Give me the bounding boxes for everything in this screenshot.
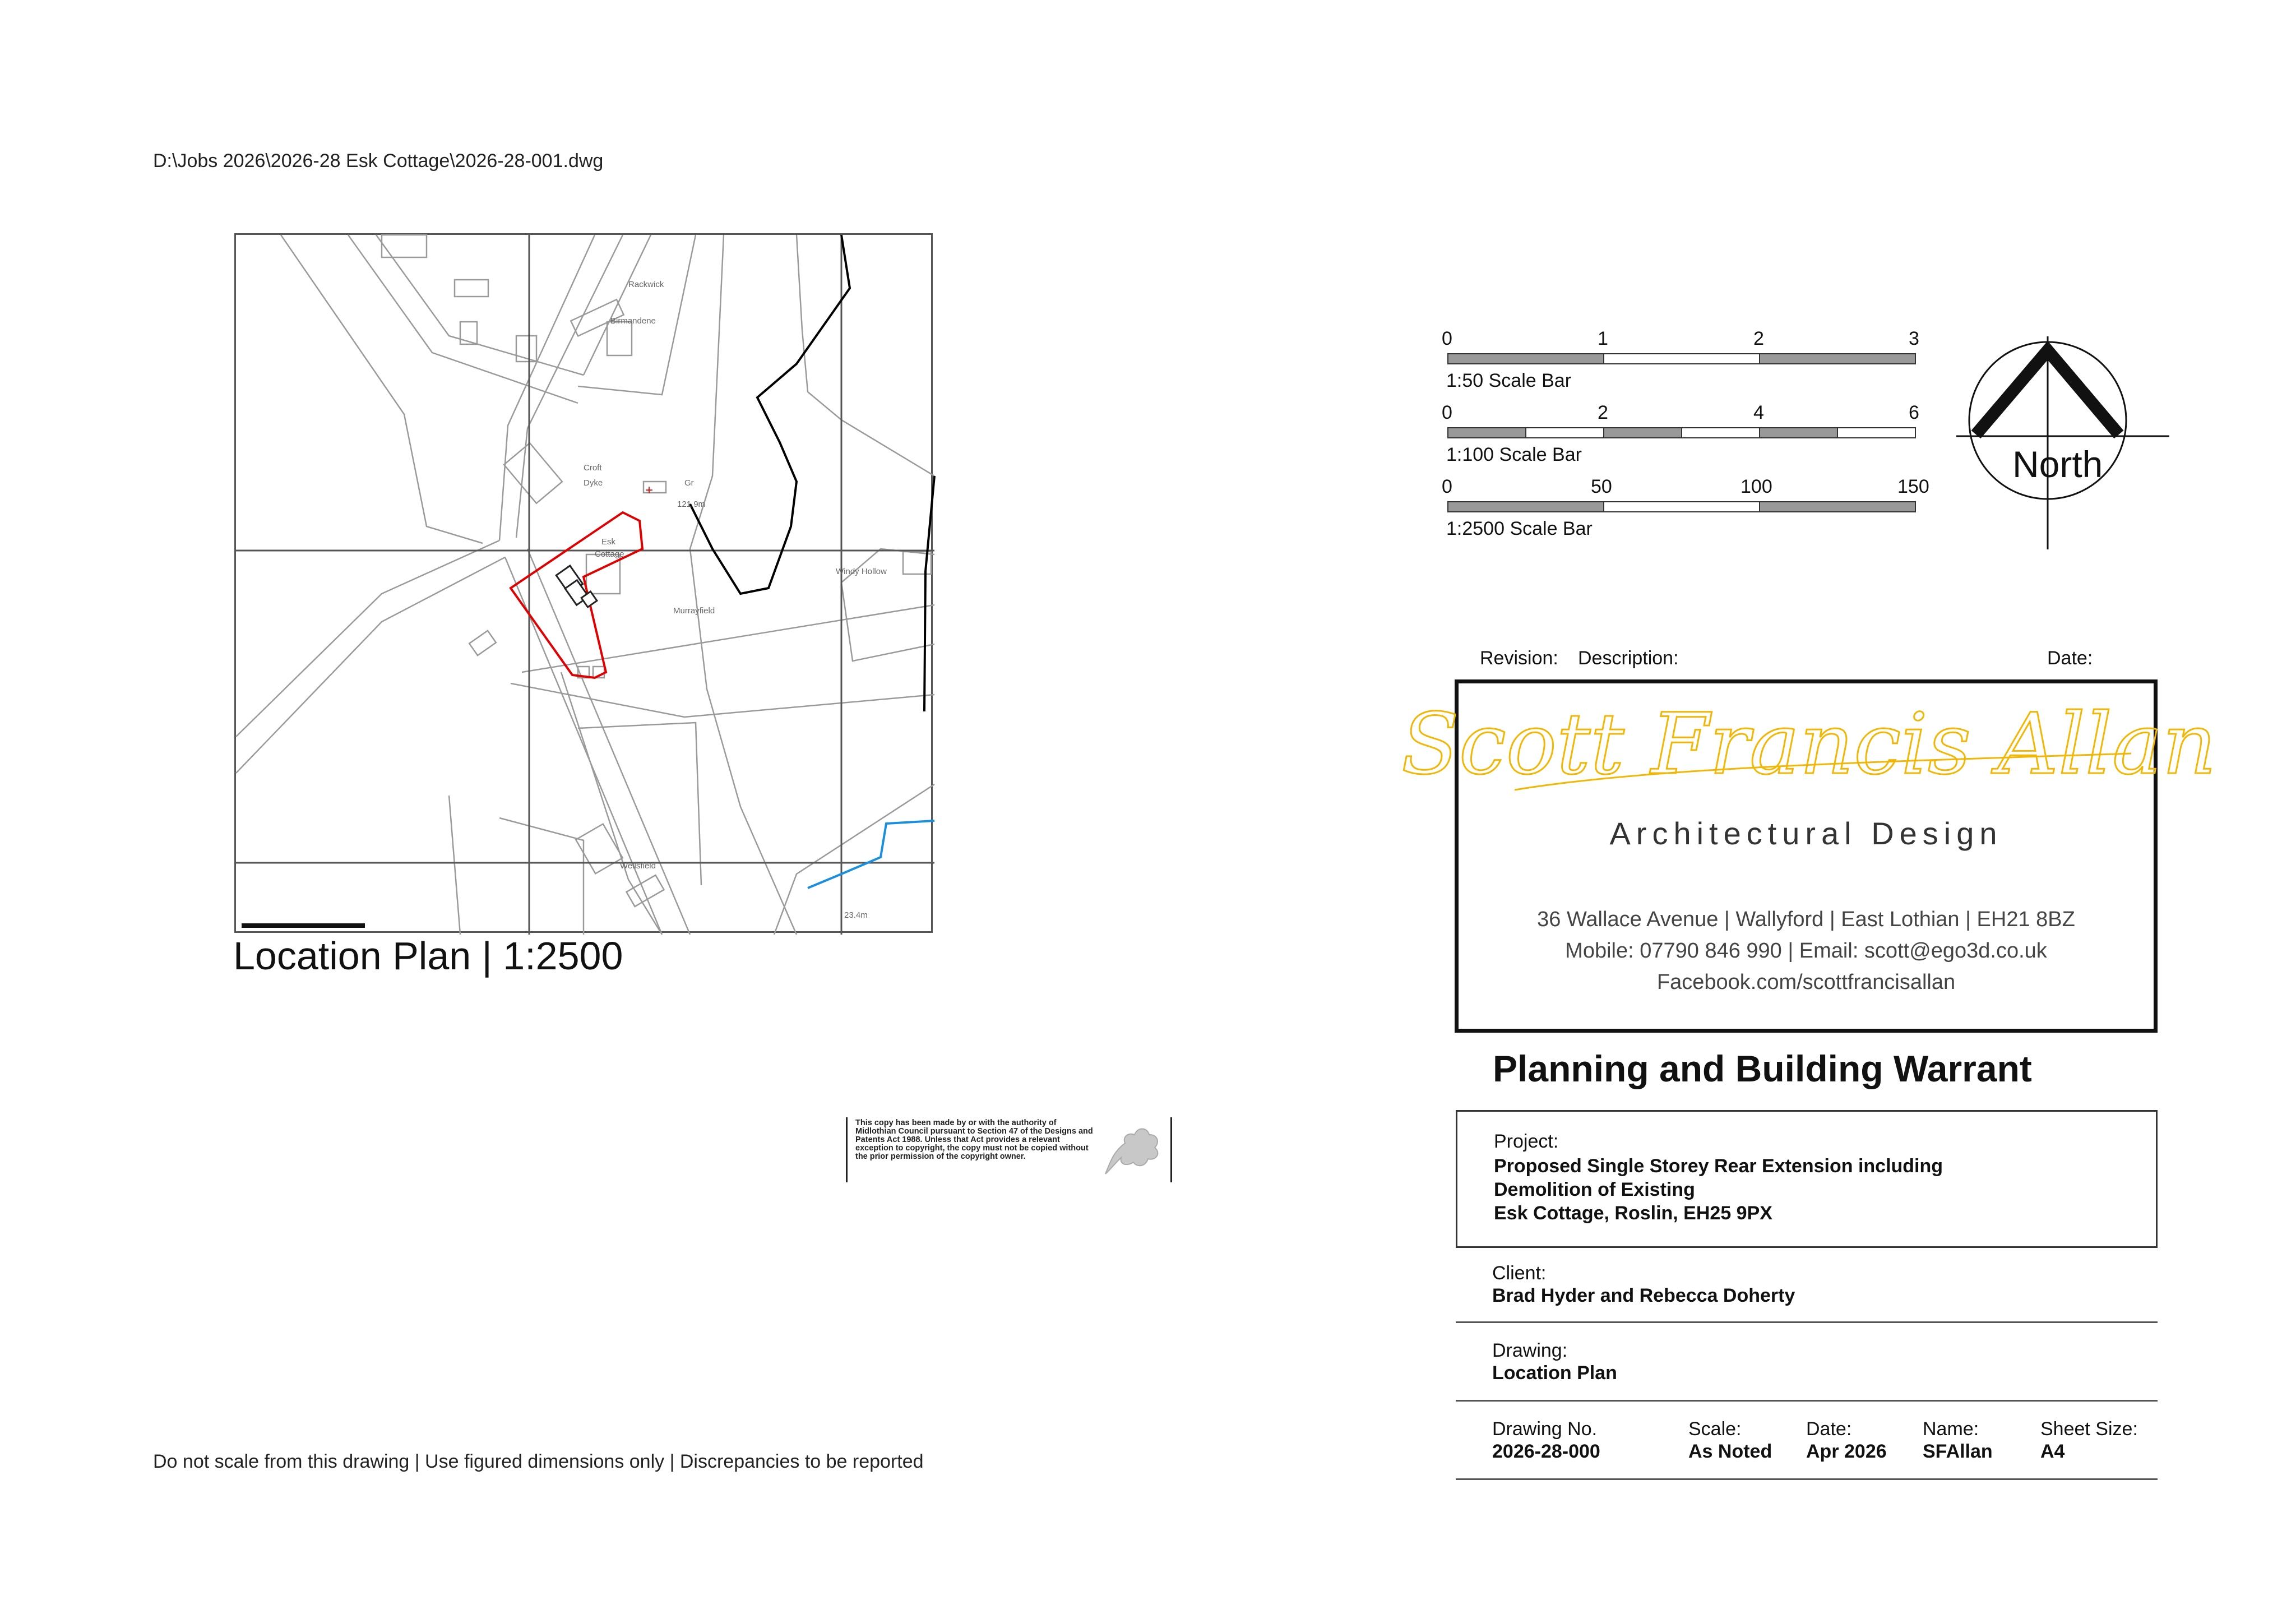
planning-title: Planning and Building Warrant [1493,1048,2032,1089]
sheet-size-value: A4 [2040,1441,2065,1462]
date-label: Date: [2047,648,2093,669]
drawing-value: Location Plan [1492,1362,1617,1384]
scale-value: As Noted [1688,1441,1772,1462]
scale-bar-graphic [1447,353,1916,364]
svg-text:+: + [645,483,654,498]
map-label-esk: Esk [601,537,616,547]
divider [1456,1400,2158,1402]
name-value: SFAllan [1923,1441,1993,1462]
map-label-windy-hollow: Windy Hollow [836,567,887,576]
scale-bar-label: 1:2500 Scale Bar [1446,518,1593,539]
file-path: D:\Jobs 2026\2026-28 Esk Cottage\2026-28-001.dwg [153,150,604,172]
project-line-3: Esk Cottage, Roslin, EH25 9PX [1494,1203,1772,1224]
scale-bar-label: 1:100 Scale Bar [1446,444,1582,465]
project-box [1456,1110,2158,1248]
oak-leaf-icon [1094,1121,1167,1179]
north-arrow [1956,325,2169,555]
logo-script-text: Scott Francis Allan [1401,696,2217,793]
north-arrow-icon [1956,325,2169,555]
footer-note: Do not scale from this drawing | Use figured dimensions only | Discrepancies to be reported [153,1451,924,1472]
description-label: Description: [1578,648,1679,669]
scale-tick: 2 [1598,402,1608,423]
scale-tick: 3 [1909,328,1919,349]
scale-bar-graphic [1447,427,1916,438]
map-label-murrayfield: Murrayfield [673,606,715,616]
map-label-rackwick: Rackwick [628,280,664,289]
client-label: Client: [1492,1263,1547,1284]
scale-tick: 50 [1591,476,1612,497]
copyright-text: This copy has been made by or with the authority of Midlothian Council pursuant to Section 47 of the Designs and Patents Act 1988. Unless that Act provides a relevant exception to copyright, the copy must not be copied without the prior permission of the copyright owner. [855,1118,1093,1161]
scale-tick: 0 [1442,402,1452,423]
map-label-cottage: Cottage [595,549,624,559]
map-label-croft: Croft [584,463,602,473]
contact-facebook: Facebook.com/scottfrancisallan [1656,970,1956,994]
scale-tick: 150 [1897,476,1929,497]
scale-tick: 4 [1753,402,1764,423]
project-line-1: Proposed Single Storey Rear Extension including [1494,1155,1943,1177]
client-value: Brad Hyder and Rebecca Doherty [1492,1285,1795,1306]
date-detail-value: Apr 2026 [1806,1441,1887,1462]
scale-label: Scale: [1688,1418,1742,1440]
north-label: North [2012,443,2103,485]
contact-phone-email: Mobile: 07790 846 990 | Email: scott@ego3d.co.uk [1565,939,2047,963]
logo-subtitle: Architectural Design [1609,816,2003,851]
revision-label: Revision: [1480,648,1558,669]
map-label-birmandene: Birmandene [610,316,656,326]
drawing-no-label: Drawing No. [1492,1418,1598,1440]
project-label: Project: [1494,1131,1559,1152]
project-line-2: Demolition of Existing [1494,1179,1695,1200]
copyright-notice [846,1117,1172,1182]
company-logo-box [1401,679,2217,1033]
drawing-label: Drawing: [1492,1340,1568,1361]
scale-tick: 0 [1442,328,1452,349]
divider [1456,1478,2158,1480]
scale-tick: 6 [1909,402,1919,423]
name-label: Name: [1923,1418,1979,1440]
map-title: Location Plan | 1:2500 [233,934,623,978]
map-label-wellsfield: Wellsfield [620,861,656,871]
scale-tick: 1 [1598,328,1608,349]
map-drawing [236,235,934,935]
scale-bar-graphic [1447,501,1916,512]
divider [1456,1321,2158,1323]
sheet-size-label: Sheet Size: [2040,1418,2138,1440]
map-label-spot-height-2: 23.4m [844,910,868,920]
contact-address: 36 Wallace Avenue | Wallyford | East Lothian | EH21 8BZ [1537,908,2075,931]
scale-bar-label: 1:50 Scale Bar [1446,370,1572,391]
location-map [234,233,933,933]
scale-tick: 0 [1442,476,1452,497]
map-label-gr: Gr [684,478,694,488]
company-logo-script [1401,696,2217,801]
scale-bars [1442,322,1951,558]
date-detail-label: Date: [1806,1418,1852,1440]
scale-tick: 2 [1753,328,1764,349]
scale-bar-1-100 [1442,396,1951,465]
drawing-no-value: 2026-28-000 [1492,1441,1600,1462]
scale-bar-1-2500 [1442,470,1951,539]
scale-bar-1-50 [1442,322,1951,391]
map-label-spot-height-1: 121.9m [677,500,706,509]
map-label-dyke: Dyke [584,478,603,488]
scale-tick: 100 [1740,476,1772,497]
